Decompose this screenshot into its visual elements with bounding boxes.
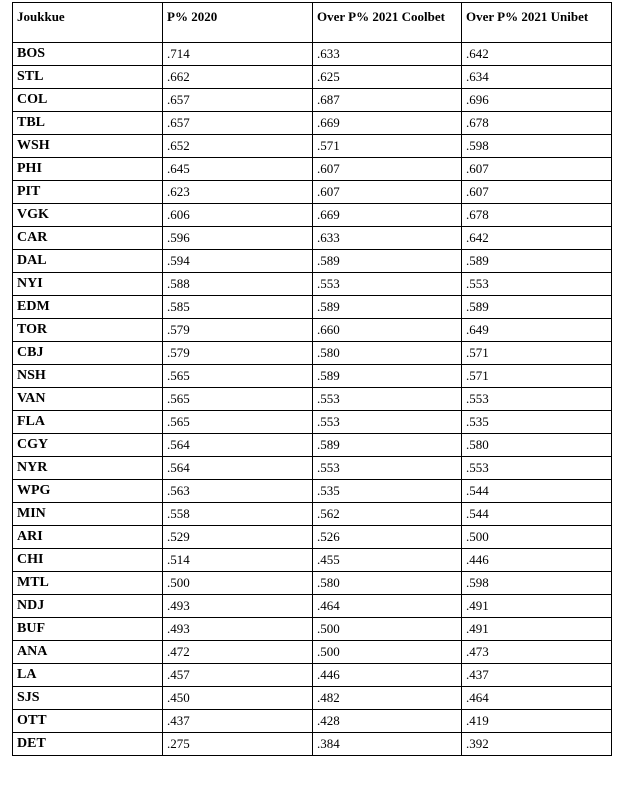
over-unibet-cell: .473 [462, 641, 612, 664]
team-cell: CBJ [13, 342, 163, 365]
over-unibet-cell: .571 [462, 365, 612, 388]
points-pct-2020-cell: .596 [163, 227, 313, 250]
points-pct-2020-cell: .579 [163, 342, 313, 365]
over-coolbet-cell: .553 [313, 388, 462, 411]
points-pct-2020-cell: .564 [163, 457, 313, 480]
team-cell: CGY [13, 434, 163, 457]
over-coolbet-cell: .553 [313, 273, 462, 296]
team-cell: TOR [13, 319, 163, 342]
points-pct-2020-cell: .585 [163, 296, 313, 319]
team-cell: LA [13, 664, 163, 687]
points-pct-2020-cell: .588 [163, 273, 313, 296]
points-pct-2020-cell: .564 [163, 434, 313, 457]
over-coolbet-cell: .660 [313, 319, 462, 342]
over-coolbet-cell: .669 [313, 112, 462, 135]
table-row [13, 687, 612, 710]
over-unibet-cell: .544 [462, 503, 612, 526]
over-unibet-cell: .580 [462, 434, 612, 457]
points-pct-2020-cell: .565 [163, 411, 313, 434]
table-row [13, 526, 612, 549]
team-cell: DAL [13, 250, 163, 273]
team-cell: COL [13, 89, 163, 112]
over-unibet-cell: .634 [462, 66, 612, 89]
team-cell: VAN [13, 388, 163, 411]
over-coolbet-cell: .589 [313, 365, 462, 388]
over-coolbet-cell: .562 [313, 503, 462, 526]
table-row [13, 572, 612, 595]
points-pct-2020-cell: .450 [163, 687, 313, 710]
over-coolbet-cell: .535 [313, 480, 462, 503]
table-row [13, 388, 612, 411]
over-unibet-cell: .598 [462, 135, 612, 158]
table-header-row [13, 3, 612, 43]
over-unibet-cell: .678 [462, 112, 612, 135]
over-unibet-cell: .535 [462, 411, 612, 434]
table-row [13, 618, 612, 641]
points-pct-2020-cell: .714 [163, 43, 313, 66]
table-row [13, 595, 612, 618]
table-row [13, 664, 612, 687]
team-cell: PIT [13, 181, 163, 204]
table-row [13, 503, 612, 526]
points-pct-2020-cell: .657 [163, 89, 313, 112]
table-row [13, 549, 612, 572]
table-row [13, 250, 612, 273]
team-cell: OTT [13, 710, 163, 733]
team-cell: BUF [13, 618, 163, 641]
table-row [13, 710, 612, 733]
over-coolbet-cell: .580 [313, 342, 462, 365]
table-row [13, 135, 612, 158]
over-unibet-cell: .607 [462, 158, 612, 181]
points-pct-2020-cell: .623 [163, 181, 313, 204]
team-cell: SJS [13, 687, 163, 710]
table-row [13, 411, 612, 434]
over-coolbet-cell: .553 [313, 457, 462, 480]
table-row [13, 273, 612, 296]
over-coolbet-cell: .446 [313, 664, 462, 687]
over-unibet-cell: .437 [462, 664, 612, 687]
over-unibet-cell: .642 [462, 43, 612, 66]
table-row [13, 296, 612, 319]
table-row [13, 457, 612, 480]
team-cell: WSH [13, 135, 163, 158]
team-cell: STL [13, 66, 163, 89]
points-pct-2020-cell: .500 [163, 572, 313, 595]
table-body [13, 43, 612, 756]
over-unibet-cell: .500 [462, 526, 612, 549]
over-coolbet-cell: .607 [313, 158, 462, 181]
team-cell: CHI [13, 549, 163, 572]
points-pct-2020-cell: .657 [163, 112, 313, 135]
over-coolbet-cell: .589 [313, 250, 462, 273]
points-pct-2020-cell: .565 [163, 388, 313, 411]
table-row [13, 89, 612, 112]
team-cell: MTL [13, 572, 163, 595]
team-cell: EDM [13, 296, 163, 319]
over-unibet-cell: .553 [462, 273, 612, 296]
over-coolbet-cell: .571 [313, 135, 462, 158]
over-unibet-cell: .607 [462, 181, 612, 204]
over-unibet-cell: .642 [462, 227, 612, 250]
team-cell: WPG [13, 480, 163, 503]
over-unibet-cell: .589 [462, 296, 612, 319]
over-unibet-cell: .696 [462, 89, 612, 112]
over-coolbet-cell: .500 [313, 641, 462, 664]
team-cell: PHI [13, 158, 163, 181]
over-unibet-cell: .553 [462, 457, 612, 480]
over-coolbet-cell: .625 [313, 66, 462, 89]
over-coolbet-cell: .687 [313, 89, 462, 112]
over-coolbet-cell: .526 [313, 526, 462, 549]
team-cell: NYR [13, 457, 163, 480]
table-row [13, 342, 612, 365]
team-cell: DET [13, 733, 163, 756]
over-coolbet-cell: .553 [313, 411, 462, 434]
table-row [13, 480, 612, 503]
over-unibet-cell: .678 [462, 204, 612, 227]
table-row [13, 112, 612, 135]
team-cell: ARI [13, 526, 163, 549]
team-cell: TBL [13, 112, 163, 135]
points-pct-2020-cell: .606 [163, 204, 313, 227]
team-cell: BOS [13, 43, 163, 66]
table-row [13, 227, 612, 250]
points-pct-2020-cell: .563 [163, 480, 313, 503]
team-cell: NSH [13, 365, 163, 388]
points-pct-2020-cell: .493 [163, 618, 313, 641]
over-coolbet-cell: .464 [313, 595, 462, 618]
team-cell: NYI [13, 273, 163, 296]
points-pct-2020-cell: .579 [163, 319, 313, 342]
table-row [13, 158, 612, 181]
team-cell: NDJ [13, 595, 163, 618]
points-pct-2020-cell: .652 [163, 135, 313, 158]
over-unibet-cell: .491 [462, 618, 612, 641]
over-unibet-cell: .392 [462, 733, 612, 756]
over-unibet-cell: .649 [462, 319, 612, 342]
table-row [13, 43, 612, 66]
table-row [13, 319, 612, 342]
over-unibet-cell: .464 [462, 687, 612, 710]
over-coolbet-cell: .589 [313, 296, 462, 319]
team-cell: FLA [13, 411, 163, 434]
over-unibet-cell: .553 [462, 388, 612, 411]
points-pct-2020-cell: .437 [163, 710, 313, 733]
over-unibet-cell: .571 [462, 342, 612, 365]
over-coolbet-cell: .669 [313, 204, 462, 227]
over-coolbet-cell: .455 [313, 549, 462, 572]
table-row [13, 181, 612, 204]
team-cell: VGK [13, 204, 163, 227]
points-pct-2020-cell: .493 [163, 595, 313, 618]
table-row [13, 66, 612, 89]
points-pct-2020-cell: .645 [163, 158, 313, 181]
header-over-2021-unibet: Over P% 2021 Unibet [462, 3, 612, 43]
header-points-pct-2020: P% 2020 [163, 3, 313, 43]
over-unibet-cell: .446 [462, 549, 612, 572]
over-coolbet-cell: .580 [313, 572, 462, 595]
over-coolbet-cell: .482 [313, 687, 462, 710]
table-row [13, 641, 612, 664]
over-coolbet-cell: .633 [313, 227, 462, 250]
points-pct-2020-cell: .457 [163, 664, 313, 687]
over-unibet-cell: .589 [462, 250, 612, 273]
team-cell: ANA [13, 641, 163, 664]
header-over-2021-coolbet: Over P% 2021 Coolbet [313, 3, 462, 43]
table-row [13, 733, 612, 756]
points-pct-2020-cell: .565 [163, 365, 313, 388]
points-pct-2020-cell: .472 [163, 641, 313, 664]
points-pct-2020-cell: .514 [163, 549, 313, 572]
standings-table-container [12, 2, 611, 756]
over-coolbet-cell: .384 [313, 733, 462, 756]
table-row [13, 204, 612, 227]
points-pct-2020-cell: .529 [163, 526, 313, 549]
over-coolbet-cell: .428 [313, 710, 462, 733]
table-row [13, 365, 612, 388]
over-coolbet-cell: .589 [313, 434, 462, 457]
over-unibet-cell: .419 [462, 710, 612, 733]
points-pct-2020-cell: .662 [163, 66, 313, 89]
over-unibet-cell: .491 [462, 595, 612, 618]
over-coolbet-cell: .500 [313, 618, 462, 641]
points-pct-2020-cell: .558 [163, 503, 313, 526]
over-coolbet-cell: .607 [313, 181, 462, 204]
team-cell: MIN [13, 503, 163, 526]
over-unibet-cell: .544 [462, 480, 612, 503]
table-row [13, 434, 612, 457]
points-pct-2020-cell: .594 [163, 250, 313, 273]
team-cell: CAR [13, 227, 163, 250]
standings-table [12, 2, 612, 756]
over-coolbet-cell: .633 [313, 43, 462, 66]
over-unibet-cell: .598 [462, 572, 612, 595]
points-pct-2020-cell: .275 [163, 733, 313, 756]
header-team: Joukkue [13, 3, 163, 43]
